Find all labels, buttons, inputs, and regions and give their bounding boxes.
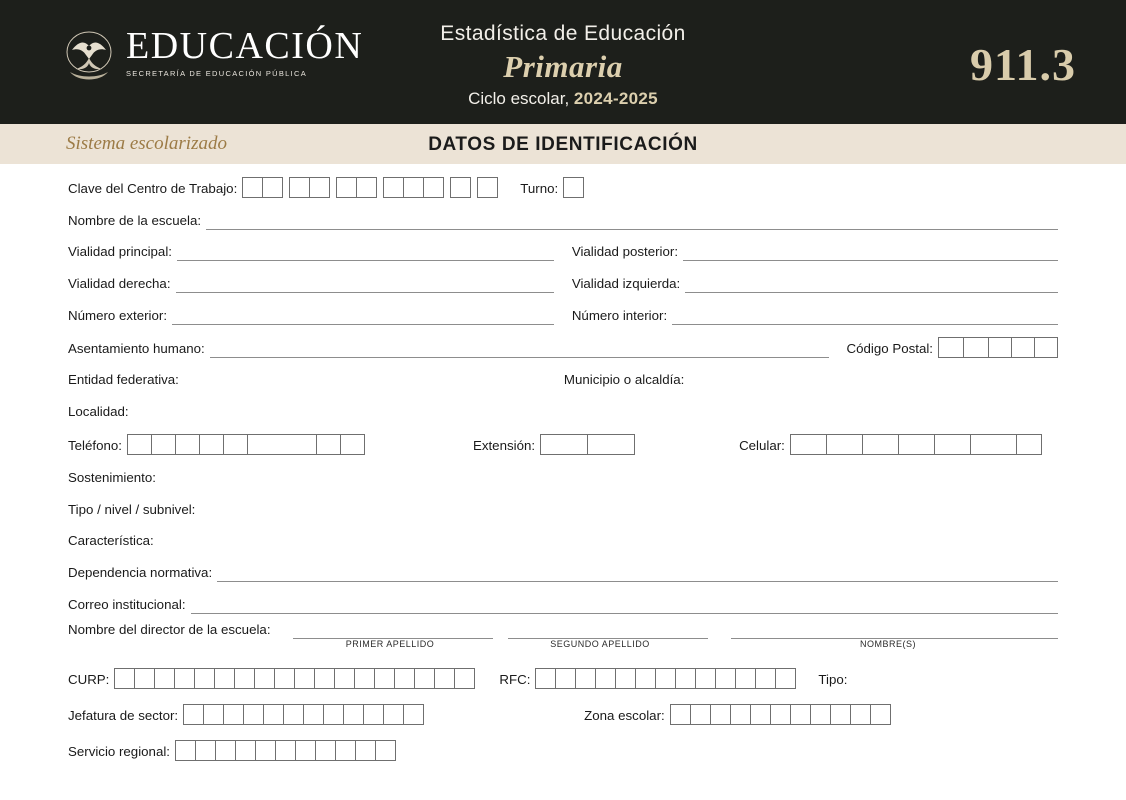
title-line-2: Primaria (503, 49, 623, 84)
row-caracteristica (0, 519, 1126, 551)
row-nombre-escuela (0, 198, 1126, 230)
zona-box[interactable] (690, 704, 711, 725)
rfc-box[interactable] (635, 668, 656, 689)
cp-box[interactable] (938, 337, 964, 358)
jefatura-box[interactable] (403, 704, 424, 725)
rfc-boxes[interactable] (535, 668, 796, 689)
clave-label: Clave del Centro de Trabajo: (68, 181, 238, 196)
section-title: DATOS DE IDENTIFICACIÓN (428, 134, 698, 155)
servicio-box[interactable] (315, 740, 336, 761)
row-vialidad-derecha-izquierda (0, 261, 1126, 293)
turno-label: Turno: (520, 181, 559, 196)
zona-box[interactable] (670, 704, 691, 725)
curp-box[interactable] (334, 668, 355, 689)
rfc-box[interactable] (715, 668, 736, 689)
tipo-label: Tipo: (818, 671, 848, 687)
tel-box[interactable] (223, 434, 248, 455)
jefatura-box[interactable] (303, 704, 324, 725)
extension-label: Extensión: (472, 438, 536, 454)
caracteristica-input[interactable] (159, 533, 1058, 550)
zona-box[interactable] (710, 704, 731, 725)
cel-box[interactable] (862, 434, 899, 455)
jefatura-box[interactable] (183, 704, 204, 725)
jefatura-box[interactable] (263, 704, 284, 725)
municipio-input[interactable] (689, 372, 1058, 389)
asentamiento-label: Asentamiento humano: (68, 340, 205, 356)
curp-box[interactable] (214, 668, 235, 689)
vialidad-izquierda-label: Vialidad izquierda: (571, 276, 681, 292)
row-clave-turno (0, 164, 1126, 198)
municipio-label: Municipio o alcaldía: (563, 372, 685, 388)
rfc-box[interactable] (735, 668, 756, 689)
director-segundo-apellido-input[interactable] (508, 621, 708, 639)
cel-box[interactable] (826, 434, 863, 455)
row-director (0, 614, 1126, 639)
clave-box[interactable] (356, 177, 377, 198)
row-asentamiento-cp (0, 325, 1126, 358)
curp-box[interactable] (254, 668, 275, 689)
turno-boxes[interactable] (563, 177, 584, 198)
clave-box[interactable] (336, 177, 357, 198)
jefatura-box[interactable] (383, 704, 404, 725)
rfc-box[interactable] (575, 668, 596, 689)
servicio-box[interactable] (355, 740, 376, 761)
tipo-nivel-input[interactable] (200, 502, 1058, 519)
row-localidad (0, 389, 1126, 421)
curp-box[interactable] (134, 668, 155, 689)
caracteristica-label: Característica: (68, 533, 154, 549)
cel-box[interactable] (1016, 434, 1042, 455)
logo-subtitle: SECRETARÍA DE EDUCACIÓN PÚBLICA (126, 69, 308, 78)
numero-interior-label: Número interior: (571, 307, 668, 323)
jefatura-box[interactable] (243, 704, 264, 725)
vialidad-derecha-input[interactable] (176, 275, 555, 293)
director-label: Nombre del director de la escuela: (68, 621, 271, 637)
clave-boxes[interactable] (237, 177, 498, 198)
nombre-escuela-input[interactable] (206, 212, 1058, 230)
numero-exterior-input[interactable] (172, 307, 554, 325)
school-cycle (0, 89, 1126, 109)
servicio-box[interactable] (335, 740, 356, 761)
clave-box[interactable] (289, 177, 310, 198)
curp-box[interactable] (114, 668, 135, 689)
servicio-regional-boxes[interactable] (175, 740, 396, 761)
page-header (0, 0, 1126, 124)
vialidad-principal-label: Vialidad principal: (68, 244, 172, 260)
form-number: 911.3 (970, 39, 1076, 90)
rfc-box[interactable] (695, 668, 716, 689)
celular-label: Celular: (739, 438, 785, 454)
curp-label: CURP: (68, 671, 110, 687)
row-dependencia-normativa (0, 550, 1126, 582)
cycle-label: Ciclo escolar, (468, 89, 570, 108)
zona-box[interactable] (770, 704, 791, 725)
curp-box[interactable] (234, 668, 255, 689)
servicio-box[interactable] (255, 740, 276, 761)
director-nombres-input[interactable] (731, 621, 1058, 639)
row-jefatura-zona (0, 689, 1126, 725)
clave-box[interactable] (403, 177, 424, 198)
row-entidad-municipio (0, 358, 1126, 390)
clave-box[interactable] (262, 177, 283, 198)
curp-box[interactable] (174, 668, 195, 689)
tel-box[interactable] (340, 434, 365, 455)
zona-box[interactable] (810, 704, 831, 725)
localidad-input[interactable] (134, 404, 1058, 421)
row-telefono-extension-celular (0, 421, 1126, 455)
jefatura-label: Jefatura de sector: (68, 707, 179, 723)
tel-box[interactable] (316, 434, 341, 455)
extension-boxes[interactable] (540, 434, 635, 455)
zona-box[interactable] (750, 704, 771, 725)
numero-interior-input[interactable] (672, 307, 1058, 325)
system-type-label: Sistema escolarizado (66, 133, 227, 154)
tel-box[interactable] (247, 434, 317, 455)
telefono-boxes[interactable] (127, 434, 365, 455)
turno-box[interactable] (563, 177, 584, 198)
vialidad-derecha-label: Vialidad derecha: (68, 276, 171, 292)
curp-box[interactable] (374, 668, 395, 689)
eagle-emblem-icon (62, 26, 116, 84)
cp-box[interactable] (988, 337, 1012, 358)
vialidad-posterior-label: Vialidad posterior: (571, 244, 679, 260)
curp-box[interactable] (194, 668, 215, 689)
localidad-label: Localidad: (68, 404, 129, 420)
vialidad-izquierda-input[interactable] (685, 275, 1058, 293)
clave-box[interactable] (383, 177, 404, 198)
zona-box[interactable] (850, 704, 871, 725)
zona-box[interactable] (830, 704, 851, 725)
tel-box[interactable] (199, 434, 224, 455)
curp-box[interactable] (274, 668, 295, 689)
ext-box[interactable] (587, 434, 635, 455)
vialidad-posterior-input[interactable] (683, 243, 1058, 261)
zona-box[interactable] (790, 704, 811, 725)
logo-wordmark: EDUCACIÓN (126, 25, 364, 67)
celular-boxes[interactable] (790, 434, 1042, 455)
identification-form (0, 164, 1126, 761)
rfc-box[interactable] (775, 668, 796, 689)
row-curp-rfc-tipo (0, 653, 1126, 689)
rfc-box[interactable] (535, 668, 556, 689)
rfc-box[interactable] (655, 668, 676, 689)
row-numero-exterior-interior (0, 293, 1126, 325)
curp-box[interactable] (294, 668, 315, 689)
dependencia-input[interactable] (217, 564, 1058, 582)
clave-box[interactable] (242, 177, 263, 198)
rfc-box[interactable] (675, 668, 696, 689)
clave-box[interactable] (450, 177, 471, 198)
nombre-escuela-label: Nombre de la escuela: (68, 212, 202, 228)
section-subheader (0, 124, 1126, 164)
tipo-input[interactable] (852, 672, 1058, 689)
curp-boxes[interactable] (114, 668, 475, 689)
servicio-box[interactable] (215, 740, 236, 761)
servicio-box[interactable] (375, 740, 396, 761)
sostenimiento-input[interactable] (161, 470, 1058, 487)
caption-segundo-apellido: SEGUNDO APELLIDO (550, 638, 650, 649)
curp-box[interactable] (394, 668, 415, 689)
jefatura-box[interactable] (363, 704, 384, 725)
jefatura-box[interactable] (283, 704, 304, 725)
servicio-box[interactable] (235, 740, 256, 761)
servicio-box[interactable] (295, 740, 316, 761)
tel-box[interactable] (151, 434, 176, 455)
entidad-input[interactable] (184, 372, 564, 389)
tel-box[interactable] (127, 434, 152, 455)
tel-box[interactable] (175, 434, 200, 455)
jefatura-box[interactable] (223, 704, 244, 725)
cp-box[interactable] (1011, 337, 1035, 358)
caption-nombres: NOMBRE(S) (860, 638, 916, 649)
tipo-nivel-label: Tipo / nivel / subnivel: (68, 501, 196, 517)
row-correo-institucional (0, 582, 1126, 614)
asentamiento-input[interactable] (210, 340, 829, 358)
dependencia-label: Dependencia normativa: (68, 564, 213, 580)
jefatura-box[interactable] (343, 704, 364, 725)
title-line-1: Estadística de Educación (440, 22, 686, 45)
correo-input[interactable] (191, 596, 1058, 614)
zona-box[interactable] (870, 704, 891, 725)
zona-escolar-label: Zona escolar: (584, 707, 665, 723)
codigo-postal-label: Código Postal: (846, 340, 933, 356)
row-servicio-regional (0, 725, 1126, 761)
servicio-box[interactable] (275, 740, 296, 761)
jefatura-box[interactable] (323, 704, 344, 725)
numero-exterior-label: Número exterior: (68, 307, 168, 323)
vialidad-principal-input[interactable] (177, 243, 554, 261)
row-vialidad-principal-posterior (0, 230, 1126, 262)
telefono-label: Teléfono: (68, 438, 122, 454)
entidad-label: Entidad federativa: (68, 372, 179, 388)
curp-box[interactable] (454, 668, 475, 689)
cycle-value: 2024-2025 (573, 89, 658, 108)
correo-label: Correo institucional: (68, 596, 186, 612)
caption-primer-apellido: PRIMER APELLIDO (345, 638, 435, 649)
rfc-box[interactable] (595, 668, 616, 689)
cp-box[interactable] (1034, 337, 1058, 358)
curp-box[interactable] (434, 668, 455, 689)
row-tipo-nivel-subnivel (0, 487, 1126, 519)
cel-box[interactable] (898, 434, 935, 455)
clave-box[interactable] (309, 177, 330, 198)
servicio-box[interactable] (175, 740, 196, 761)
rfc-box[interactable] (615, 668, 636, 689)
servicio-regional-label: Servicio regional: (68, 743, 170, 759)
clave-box[interactable] (477, 177, 498, 198)
sostenimiento-label: Sostenimiento: (68, 469, 156, 485)
cel-box[interactable] (970, 434, 1017, 455)
director-captions (0, 639, 1126, 653)
cp-box[interactable] (963, 337, 989, 358)
curp-box[interactable] (354, 668, 375, 689)
zona-box[interactable] (730, 704, 751, 725)
cel-box[interactable] (934, 434, 971, 455)
ext-box[interactable] (540, 434, 588, 455)
row-sostenimiento (0, 455, 1126, 487)
zona-escolar-boxes[interactable] (670, 704, 891, 725)
rfc-label: RFC: (499, 671, 531, 687)
curp-box[interactable] (414, 668, 435, 689)
jefatura-box[interactable] (203, 704, 224, 725)
director-primer-apellido-input[interactable] (293, 621, 493, 639)
codigo-postal-boxes[interactable] (938, 337, 1058, 358)
sep-logo (62, 26, 363, 84)
curp-box[interactable] (314, 668, 335, 689)
jefatura-boxes[interactable] (183, 704, 424, 725)
servicio-box[interactable] (195, 740, 216, 761)
cel-box[interactable] (790, 434, 827, 455)
rfc-box[interactable] (755, 668, 776, 689)
rfc-box[interactable] (555, 668, 576, 689)
curp-box[interactable] (154, 668, 175, 689)
clave-box[interactable] (423, 177, 444, 198)
